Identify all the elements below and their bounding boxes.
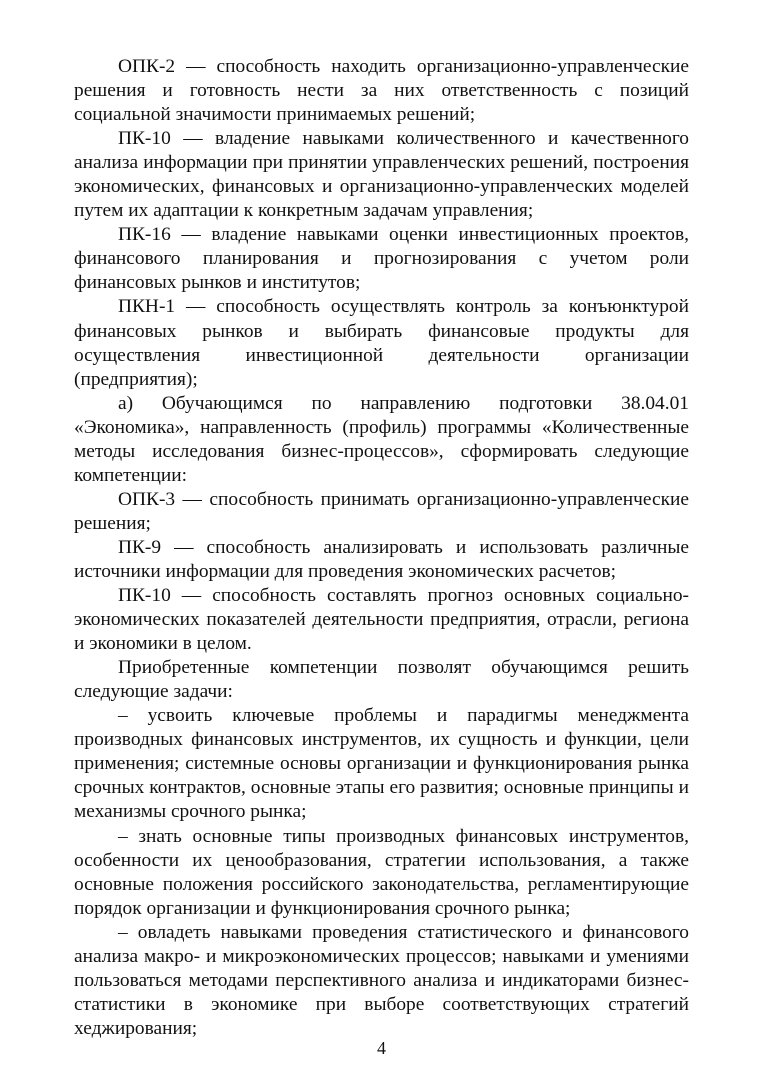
paragraph-opk-3: ОПК-3 — способность принимать организационно-управленческие решения; xyxy=(74,488,689,534)
paragraph-acquired-competencies: Приобретенные компетенции позволят обучающимся решить следующие задачи: xyxy=(74,657,689,703)
paragraph-pk-16: ПК-16 — владение навыками оценки инвестиционных проектов, финансового планирования и прогнозирования с учетом роли финансовых рынков и институтов; xyxy=(74,224,689,294)
list-item-task-2: – знать основные типы производных финансовых инструментов, особенности их ценообразования, стратегии использования, а также основные положения российского законодательства, регламентирующие порядок организации и функционирования срочного рынка; xyxy=(74,825,689,919)
paragraph-pkn-1: ПКН-1 — способность осуществлять контроль за конъюнктурой финансовых рынков и выбирать финансовые продукты для осуществления инвестиционной деятельности организации (предприятия); xyxy=(74,296,689,390)
paragraph-pk-9: ПК-9 — способность анализировать и использовать различные источники информации для проведения экономических расчетов; xyxy=(74,536,689,582)
list-item-task-1: – усвоить ключевые проблемы и парадигмы менеджмента производных финансовых инструментов, их сущность и функции, цели применения; системные основы организации и функционирования рынка срочных контрактов, основные этапы его развития; основные принципы и механизмы срочного рынка; xyxy=(74,705,689,823)
paragraph-pk-10-forecast: ПК-10 — способность составлять прогноз основных социально-экономических показателей деятельности предприятия, отрасли, региона и экономики в целом. xyxy=(74,585,689,655)
page-body xyxy=(74,55,689,1041)
page-number: 4 xyxy=(377,1038,386,1058)
paragraph-pk-10-analysis: ПК-10 — владение навыками количественного и качественного анализа информации при принятии управленческих решений, построения экономических, финансовых и организационно-управленческих моделей путем их адаптации к конкретным задачам управления; xyxy=(74,128,689,222)
paragraph-opk-2: ОПК-2 — способность находить организационно-управленческие решения и готовность нести за них ответственность с позиций социальной значимости принимаемых решений; xyxy=(74,56,689,126)
paragraph-economics-direction: а) Обучающимся по направлению подготовки 38.04.01 «Экономика», направленность (профиль) программы «Количественные методы исследования бизнес-процессов», сформировать следующие компетенции: xyxy=(74,392,689,486)
list-item-task-3: – овладеть навыками проведения статистического и финансового анализа макро- и микроэкономических процессов; навыками и умениями пользоваться методами перспективного анализа и индикаторами бизнес-статистики в экономике при выборе соответствующих стратегий хеджирования; xyxy=(74,921,689,1039)
